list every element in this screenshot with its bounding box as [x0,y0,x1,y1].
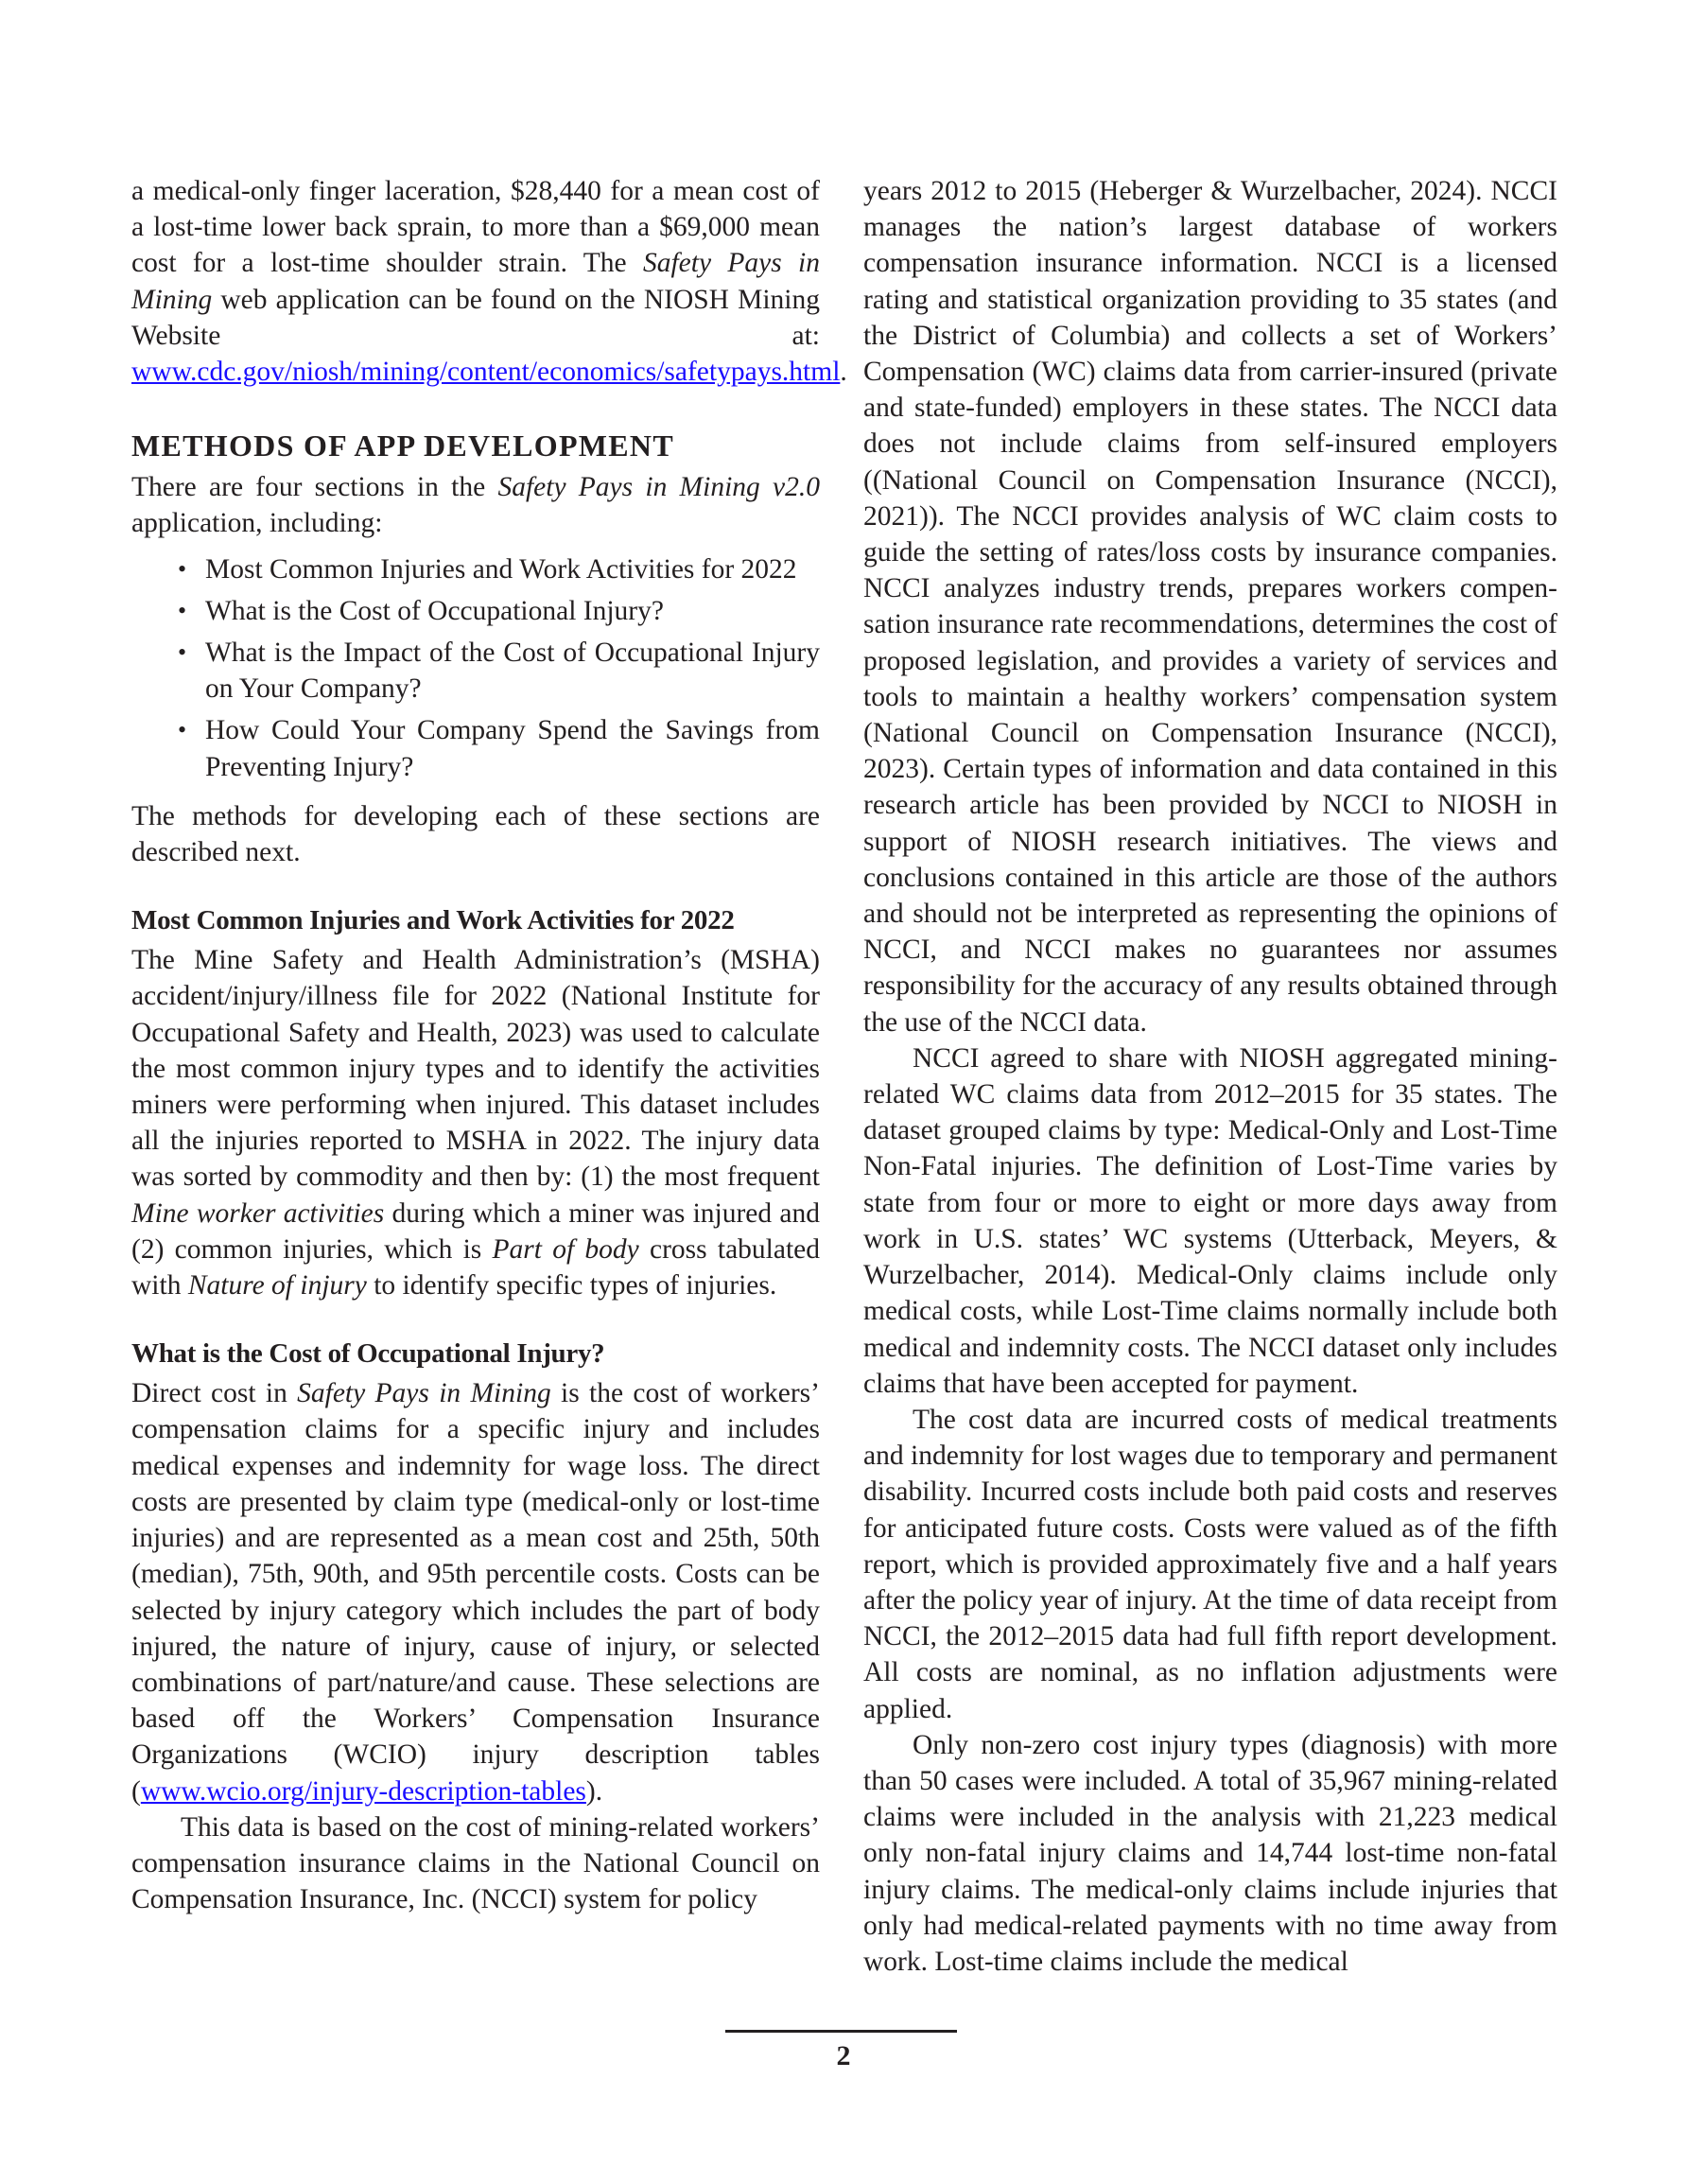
wcio-link[interactable]: www.wcio.org/injury-description-tables [140,1775,586,1807]
app-name-italic: Safety Pays in Mining [297,1378,551,1409]
list-item-text: What is the Impact of the Cost of Occupational Injury on Your Company? [205,638,820,705]
body-text: during which a miner was injured and (2) common injuries, which is [131,1197,820,1265]
ncci-paragraph: years 2012 to 2015 (Heberger & Wurzelbacher, 2024). NCCI manages the nation’s largest database of workers compensation insurance information. NCCI is a licensed rating and statistical organization providing to 35 states (and the District of Columbia) and collects a set of Workers’ Compensation (WC) claims data from carrier-insured (private and state-funded) employers in these states. The NCCI data does not include claims from self-insured employers ((National Council on Compensation Insurance (NCCI), 2021)). The NCCI provides analysis of WC claim costs to guide the setting of rates/loss costs by insurance companies. NCCI analyzes industry trends, prepares workers compensation insurance rate recommendations, determines the cost of proposed legislation, and provides a variety of services and tools to maintain a healthy workers’ compensation system (National Council on Compensation Insurance (NCCI), 2023). Certain types of information and data contained in this research article has been provided by NCCI to NIOSH in support of NIOSH research initiatives. The views and conclusions contained in this article are those of the authors and should not be interpreted as representing the opinions of NCCI, and NCCI makes no guarantees nor assumes responsibility for the accuracy of any results obtained through the use of the NCCI data. [863,176,1557,1038]
right-column [863,173,1557,1980]
sections-list [131,551,820,785]
body-text: The Mine Safety and Health Administration’s (MSHA) accident/injury/illness file for 2022 (National Institute for Occupational Safety and Health, 2023) was used to calculate the most common injury types and to identify the activities miners were performing when injured. This dataset includes all the injuries reported to MSHA in 2022. The injury data was sorted by commodity and then by: (1) the most frequent [131,945,820,1193]
intro-text: web application can be found on the NIOSH Mining Website at: [131,284,820,351]
body-text: is the cost of workers’ compensation claims for a specific injury and includes medical expenses and indemnity for wage loss. The direct costs are presented by claim type (medical-only or lost-time injuries) and are represented as a mean cost and 25th, 50th (median), 75th, 90th, and 95th percentile costs. Costs can be selected by injury category which includes the part of body injured, the nature of injury, cause of injury, or selected combinations of part/nature/and cause. These selections are based off the Workers’ Compensation Insurance Organizations (WCIO) injury description tables ( [131,1378,820,1807]
section2-heading: What is the Cost of Occupational Injury? [131,1338,605,1370]
section1-paragraph [131,942,820,1303]
methods-outro: The methods for developing each of these sections are described next. [131,800,820,868]
body-text: Direct cost in [131,1378,298,1409]
footer-divider [725,2030,957,2033]
body-text: cross tabulated with [131,1233,820,1302]
list-item-text: Most Common Injuries and Work Activities for 2022 [205,553,797,585]
app-name-italic: Safety Pays in Mining [131,248,820,315]
left-column [131,173,847,1917]
italic-term: Part of body [492,1233,639,1265]
methods-intro-text: application, including: [131,508,383,539]
punctuation: ). [585,1775,603,1807]
list-item [178,712,820,784]
bullet-icon: • [178,596,187,624]
methods-intro-text: There are four sections in the [131,472,498,503]
bullet-icon: • [178,554,187,583]
bullet-icon: • [178,638,187,667]
intro-paragraph [131,173,847,390]
italic-term: Mine worker activities [131,1197,385,1229]
claims-data-paragraph: NCCI agreed to share with NIOSH aggregated mining-related WC claims data from 2012–2015 for 35 states. The dataset grouped claims by type: Medical-Only and Lost-Time Non-Fatal injuries. The definition of Lost-Time varies by state from four or more to eight or more days away from work in U.S. states’ WC systems (Utterback, Meyers, & Wurzelbacher, 2014). Medical-Only claims include only medical costs, while Lost-Time claims normally include both medical and indemnity costs. The NCCI dataset only includes claims that have been accepted for payment. [863,1042,1557,1399]
italic-term: Nature of injury [187,1270,367,1302]
safetypays-link[interactable]: www.cdc.gov/niosh/mining/content/economics/safetypays.html [131,357,841,388]
cost-data-paragraph: The cost data are incurred costs of medical treatments and indemnity for lost wages due to temporary and permanent disability. Incurred costs include both paid costs and reserves for anticipated future costs. Costs were valued as of the fifth report, which is provided approximately five and a half years after the policy year of injury. At the time of data receipt from NCCI, the 2012–2015 data had full fifth report development. All costs are nominal, as no inflation adjustments were applied. [863,1404,1557,1724]
intro-text: a medical-only finger laceration, $28,440 for a mean cost of a lost-time lower back sprain, to more than a $69,000 mean cost for a lost-time shoulder strain. The [131,176,820,279]
body-text: to identify specific types of injuries. [366,1270,777,1302]
list-item-text: How Could Your Company Spend the Savings from Preventing Injury? [205,715,820,782]
list-item-text: What is the Cost of Occupational Injury? [205,595,664,626]
section2-paragraph [131,1375,820,1808]
inclusion-criteria-paragraph: Only non-zero cost injury types (diagnosis) with more than 50 cases were included. A total of 35,967 mining-related claims were included in the analysis with 21,223 medical only non-fatal injury claims and 14,744 lost-time non-fatal injury claims. The medical-only claims include injuries that only had medical-related payments with no time away from work. Lost-time claims include the medical [863,1729,1557,1977]
list-item [178,551,820,587]
app-version-italic: Safety Pays in Mining v2.0 [497,472,820,503]
section1-heading: Most Common Injuries and Work Activities for 2022 [131,905,735,936]
list-item [178,593,820,629]
methods-heading: METHODS OF APP DEVELOPMENT [131,428,674,463]
list-item [178,635,820,707]
methods-intro [131,469,820,541]
bullet-icon: • [178,716,187,744]
punctuation: . [840,357,847,388]
section2-paragraph-2: This data is based on the cost of mining-related workers’ compensation insurance claims in the National Council on Compensation Insurance, Inc. (NCCI) system for policy [131,1811,820,1915]
page-number: 2 [836,2040,851,2071]
